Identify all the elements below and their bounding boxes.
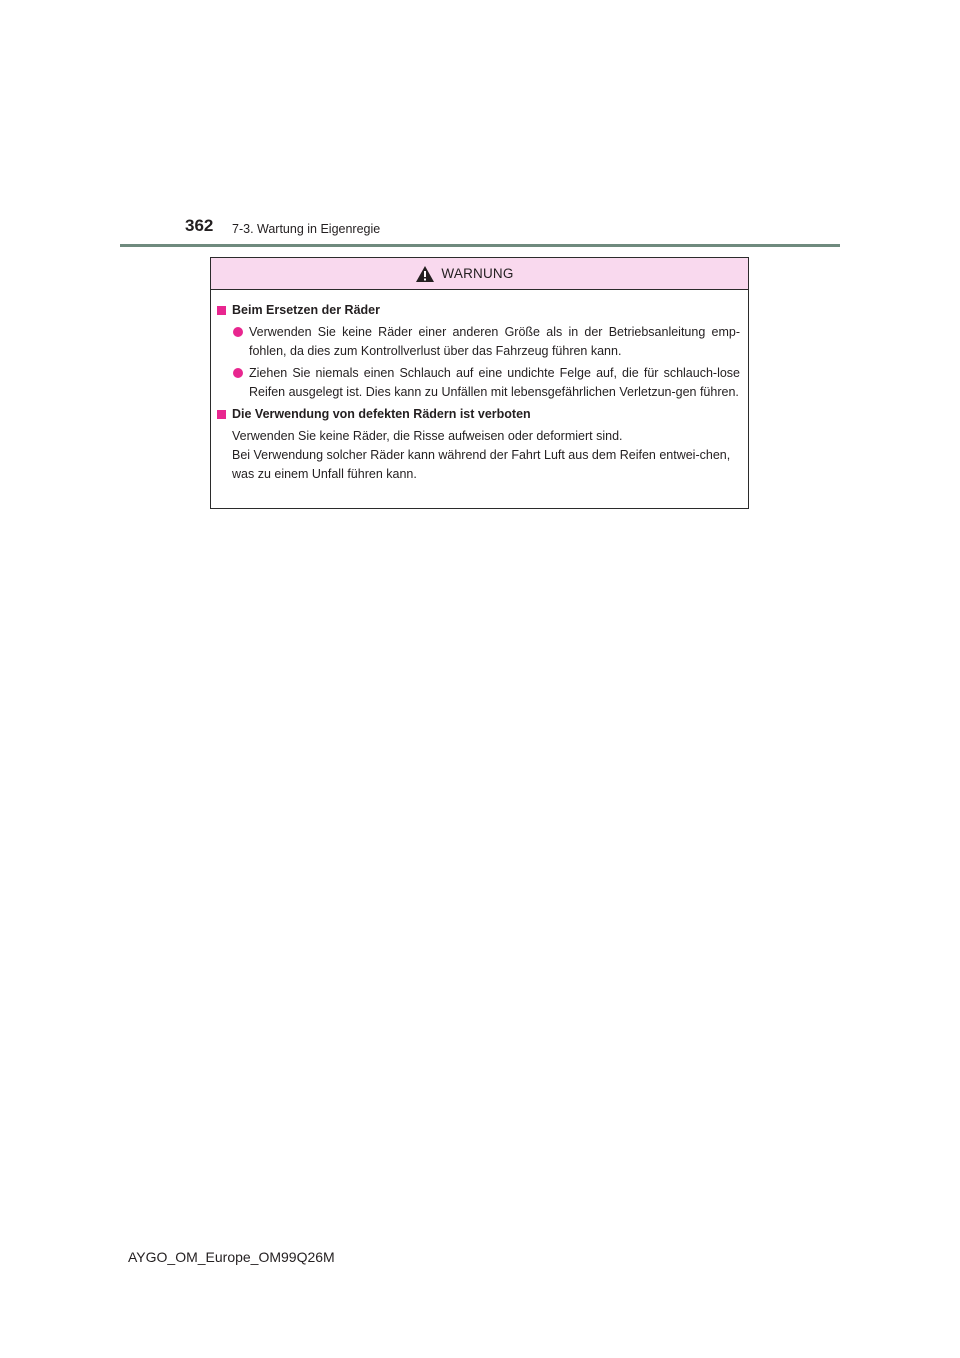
section-heading — [217, 405, 740, 424]
paragraph: Verwenden Sie keine Räder, die Risse aufweisen oder deformiert sind. — [232, 429, 623, 443]
warning-box — [210, 257, 749, 509]
header-rule — [120, 244, 840, 247]
bullet-item — [233, 364, 740, 402]
page-number: 362 — [185, 216, 214, 235]
warning-body — [211, 290, 748, 484]
warning-header — [211, 258, 748, 290]
bullet-text: Ziehen Sie niemals einen Schlauch auf eine undichte Felge auf, die für schlauch-lose Reifen ausgelegt ist. Dies kann zu Unfällen mit lebensgefährlichen Verletzun-gen führen. — [249, 366, 740, 399]
bullet-text: Verwenden Sie keine Räder einer anderen Größe als in der Betriebsanleitung emp-fohlen, da dies zum Kontrollverlust über das Fahrzeug führen kann. — [249, 325, 740, 358]
section-heading — [217, 301, 740, 320]
round-bullet-icon — [233, 368, 243, 378]
heading-text: Die Verwendung von defekten Rädern ist verboten — [232, 407, 531, 421]
square-bullet-icon — [217, 306, 226, 315]
warning-triangle-icon — [415, 265, 435, 283]
section-title: 7-3. Wartung in Eigenregie — [232, 222, 381, 236]
bullet-item — [233, 323, 740, 361]
round-bullet-icon — [233, 327, 243, 337]
square-bullet-icon — [217, 410, 226, 419]
warning-title: WARNUNG — [441, 266, 514, 281]
heading-text: Beim Ersetzen der Räder — [232, 303, 380, 317]
footer-doc-id: AYGO_OM_Europe_OM99Q26M — [128, 1249, 335, 1265]
paragraph: Bei Verwendung solcher Räder kann während der Fahrt Luft aus dem Reifen entwei-chen, was zu einem Unfall führen kann. — [232, 448, 731, 481]
